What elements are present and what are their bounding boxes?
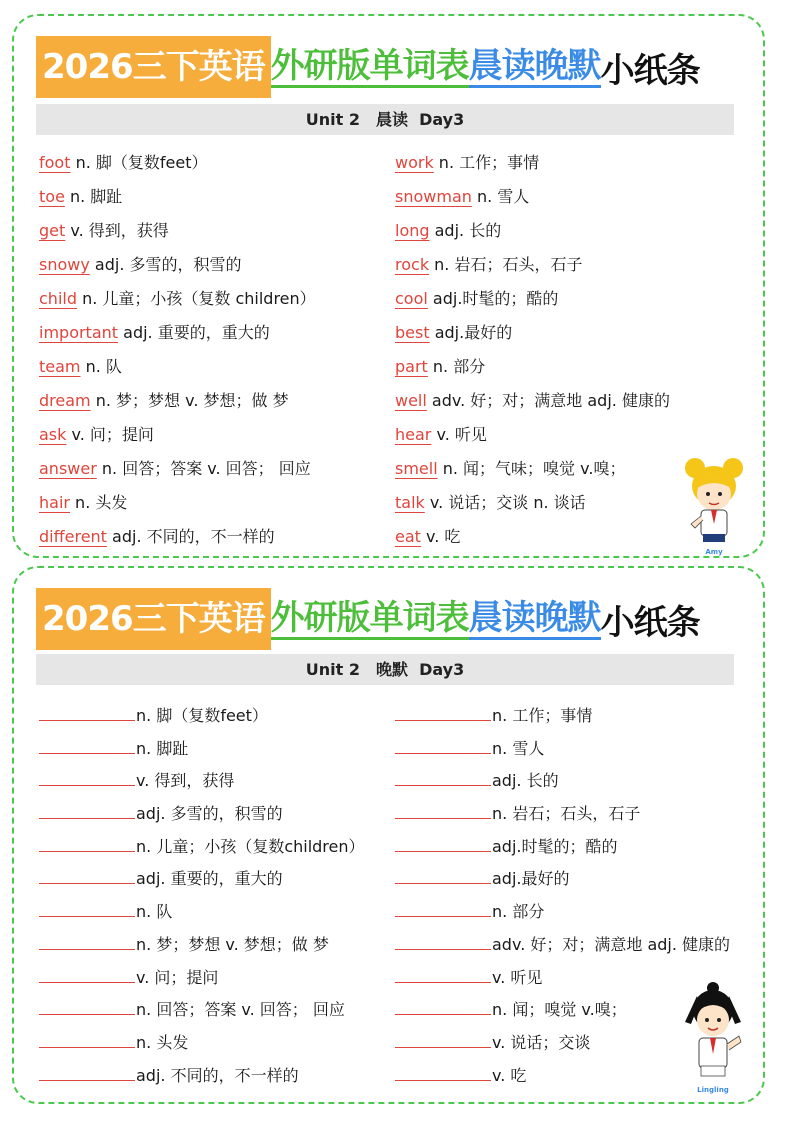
dictation-row (39, 929, 389, 962)
answer-blank[interactable] (395, 700, 491, 721)
vocab-word: ask (39, 425, 67, 444)
vocab-row (39, 248, 389, 282)
dictation-row (395, 1060, 725, 1093)
dictation-row (395, 798, 725, 831)
answer-blank[interactable] (395, 863, 491, 884)
morning-card (12, 14, 765, 558)
evening-title (36, 588, 700, 650)
answer-blank[interactable] (39, 863, 135, 884)
dictation-meaning: n. 脚趾 (136, 738, 189, 758)
vocab-meaning: n. 回答；答案 v. 回答； 回应 (96, 459, 311, 478)
dictation-meaning: v. 听见 (492, 967, 543, 987)
vocab-row (39, 520, 389, 554)
dictation-meaning: n. 儿童；小孩（复数children） (136, 836, 365, 856)
vocab-meaning: v. 得到，获得 (65, 221, 169, 240)
dictation-meaning: n. 雪人 (492, 738, 545, 758)
vocab-row (39, 180, 389, 214)
vocab-meaning: adj. 长的 (429, 221, 502, 240)
vocab-word: well (395, 391, 427, 410)
amy-avatar-icon (679, 454, 749, 554)
vocab-row (39, 452, 389, 486)
vocab-meaning: v. 说话；交谈 n. 谈话 (424, 493, 586, 512)
title-part-year: 2026三下英语 (36, 36, 271, 98)
dictation-row (39, 733, 389, 766)
vocab-word: get (39, 221, 66, 240)
vocab-row (395, 282, 725, 316)
vocab-row (39, 316, 389, 350)
vocab-word: talk (395, 493, 425, 512)
dictation-meaning: n. 回答；答案 v. 回答； 回应 (136, 1000, 345, 1020)
dictation-row (395, 700, 725, 733)
vocab-meaning: n. 工作；事情 (433, 153, 540, 172)
vocab-row (395, 214, 725, 248)
vocab-row (39, 384, 389, 418)
answer-blank[interactable] (39, 798, 135, 819)
vocab-word: snowman (395, 187, 472, 206)
vocab-meaning: n. 闻；气味；嗅觉 v.嗅； (437, 459, 626, 478)
title-part-wordlist: 外研版单词表 (270, 45, 469, 86)
answer-blank[interactable] (395, 1027, 491, 1048)
vocab-word: snowy (39, 255, 90, 274)
vocab-row (395, 316, 725, 350)
answer-blank[interactable] (395, 765, 491, 786)
vocab-meaning: adj.最好的 (429, 323, 513, 342)
dictation-row (39, 1027, 389, 1060)
morning-title (36, 36, 700, 98)
dictation-meaning: n. 工作；事情 (492, 706, 593, 725)
dictation-row (395, 994, 725, 1027)
answer-blank[interactable] (395, 929, 491, 950)
dictation-row (39, 765, 389, 798)
vocab-row (39, 214, 389, 248)
answer-blank[interactable] (39, 700, 135, 721)
answer-blank[interactable] (39, 1027, 135, 1048)
vocab-word: best (395, 323, 430, 342)
dictation-row (395, 929, 731, 962)
dictation-row (39, 962, 389, 995)
vocab-row (395, 248, 725, 282)
answer-blank[interactable] (39, 929, 135, 950)
vocab-meaning: n. 脚（复数feet） (70, 153, 208, 172)
title-part-year: 2026三下英语 (36, 588, 271, 650)
answer-blank[interactable] (39, 733, 135, 754)
answer-blank[interactable] (39, 831, 135, 852)
evening-card (12, 566, 765, 1104)
morning-right-column (395, 146, 725, 554)
title-part-reading: 晨读晚默 (468, 597, 601, 638)
dictation-meaning: v. 问；提问 (136, 967, 219, 987)
answer-blank[interactable] (39, 896, 135, 917)
vocab-word: smell (395, 459, 438, 478)
morning-left-column (39, 146, 389, 554)
answer-blank[interactable] (395, 896, 491, 917)
title-part-wordlist: 外研版单词表 (270, 597, 469, 638)
vocab-meaning: adj. 多雪的，积雪的 (89, 255, 242, 274)
answer-blank[interactable] (395, 733, 491, 754)
answer-blank[interactable] (39, 1060, 135, 1081)
dictation-meaning: n. 脚（复数feet） (136, 706, 268, 725)
dictation-row (395, 863, 725, 896)
vocab-meaning: n. 岩石；石头，石子 (429, 255, 583, 274)
amy-avatar-name: Amy (705, 548, 723, 556)
vocab-word: team (39, 357, 81, 376)
answer-blank[interactable] (395, 962, 491, 983)
dictation-meaning: n. 队 (136, 902, 173, 922)
dictation-meaning: adj.最好的 (492, 869, 570, 889)
answer-blank[interactable] (39, 994, 135, 1015)
vocab-meaning: n. 头发 (69, 493, 128, 512)
dictation-meaning: adj.时髦的；酷的 (492, 836, 618, 856)
dictation-meaning: adj. 不同的，不一样的 (136, 1065, 299, 1085)
vocab-meaning: v. 吃 (420, 527, 461, 546)
dictation-meaning: n. 闻；嗅觉 v.嗅； (492, 1000, 627, 1020)
dictation-meaning: v. 说话；交谈 (492, 1032, 591, 1052)
dictation-row (395, 831, 725, 864)
title-part-note: 小纸条 (600, 602, 700, 643)
vocab-row (395, 350, 725, 384)
answer-blank[interactable] (39, 765, 135, 786)
vocab-word: dream (39, 391, 91, 410)
vocab-word: foot (39, 153, 71, 172)
dictation-meaning: adj. 多雪的，积雪的 (136, 804, 283, 824)
dictation-meaning: n. 部分 (492, 902, 545, 922)
dictation-row (39, 700, 389, 733)
dictation-meaning: n. 梦；梦想 v. 梦想；做 梦 (136, 934, 329, 954)
evening-subtitle-bar: Unit 2 晚默 Day3 (36, 654, 734, 685)
vocab-row (395, 146, 725, 180)
dictation-row (39, 896, 389, 929)
vocab-meaning: n. 脚趾 (64, 187, 123, 206)
vocab-row (39, 350, 389, 384)
vocab-row (395, 418, 725, 452)
dictation-row (39, 1060, 389, 1093)
title-part-note: 小纸条 (600, 50, 700, 91)
vocab-row (39, 282, 389, 316)
dictation-meaning: n. 头发 (136, 1032, 189, 1052)
dictation-row (39, 798, 389, 831)
answer-blank[interactable] (395, 798, 491, 819)
vocab-row (395, 180, 725, 214)
vocab-word: child (39, 289, 77, 308)
answer-blank[interactable] (395, 1060, 491, 1081)
dictation-meaning: adj. 重要的，重大的 (136, 869, 283, 889)
title-part-reading: 晨读晚默 (468, 45, 601, 86)
dictation-row (395, 765, 725, 798)
vocab-row (395, 486, 725, 520)
lingling-avatar-name: Lingling (697, 1086, 729, 1094)
dictation-row (39, 831, 389, 864)
morning-subtitle-bar: Unit 2 晨读 Day3 (36, 104, 734, 135)
dictation-meaning: adv. 好；对；满意地 adj. 健康的 (492, 934, 731, 954)
vocab-meaning: n. 梦；梦想 v. 梦想；做 梦 (90, 391, 289, 410)
lingling-avatar-icon (677, 982, 749, 1092)
vocab-meaning: adj. 不同的，不一样的 (106, 527, 275, 546)
vocab-row (395, 384, 725, 418)
dictation-meaning: adj. 长的 (492, 771, 559, 791)
vocab-meaning: v. 问；提问 (66, 425, 154, 444)
vocab-meaning: v. 听见 (431, 425, 487, 444)
answer-blank[interactable] (395, 831, 491, 852)
vocab-meaning: n. 队 (80, 357, 122, 376)
dictation-meaning: v. 得到，获得 (136, 771, 235, 791)
dictation-row (39, 994, 389, 1027)
dictation-meaning: v. 吃 (492, 1065, 527, 1085)
vocab-row (39, 146, 389, 180)
vocab-word: work (395, 153, 434, 172)
vocab-word: rock (395, 255, 430, 274)
dictation-row (395, 733, 725, 766)
vocab-word: important (39, 323, 119, 342)
vocab-meaning: n. 部分 (427, 357, 486, 376)
vocab-word: eat (395, 527, 421, 546)
dictation-row (395, 962, 725, 995)
evening-right-column (395, 700, 731, 1092)
vocab-word: hear (395, 425, 432, 444)
dictation-row (395, 1027, 725, 1060)
vocab-meaning: adv. 好；对；满意地 adj. 健康的 (426, 391, 670, 410)
vocab-meaning: adj. 重要的，重大的 (118, 323, 270, 342)
evening-left-column (39, 700, 389, 1092)
answer-blank[interactable] (39, 962, 135, 983)
vocab-meaning: n. 儿童；小孩（复数 children） (76, 289, 316, 308)
dictation-row (39, 863, 389, 896)
vocab-word: hair (39, 493, 70, 512)
dictation-meaning: n. 岩石；石头，石子 (492, 804, 641, 824)
vocab-row (395, 452, 725, 486)
vocab-word: different (39, 527, 107, 546)
vocab-row (39, 486, 389, 520)
vocab-word: answer (39, 459, 97, 478)
answer-blank[interactable] (395, 994, 491, 1015)
vocab-word: cool (395, 289, 428, 308)
vocab-meaning: n. 雪人 (471, 187, 530, 206)
vocab-row (39, 418, 389, 452)
vocab-row (395, 520, 725, 554)
vocab-word: long (395, 221, 430, 240)
vocab-word: part (395, 357, 428, 376)
vocab-meaning: adj.时髦的；酷的 (427, 289, 559, 308)
vocab-word: toe (39, 187, 65, 206)
dictation-row (395, 896, 725, 929)
